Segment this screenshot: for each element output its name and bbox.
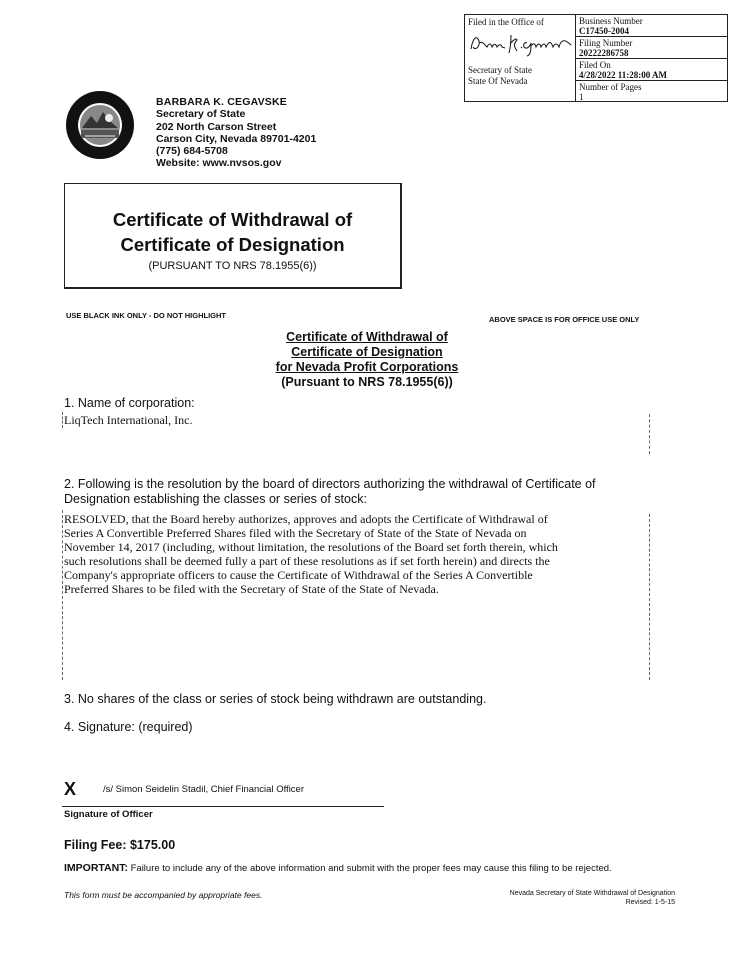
filed-on-label: Filed On (579, 60, 611, 70)
secretary-of-state-label: Secretary of State (468, 65, 532, 75)
important-label: IMPORTANT: (64, 862, 128, 874)
form-heading-line-2: Certificate of Designation (291, 345, 443, 359)
form-heading-line-4: (Pursuant to NRS 78.1955(6)) (281, 375, 453, 389)
important-text: Failure to include any of the above information and submit with the proper fees may cause this filing to be rejected. (130, 863, 612, 874)
resolution-line: Company's appropriate officers to cause the Certificate of Withdrawal of the Series A Convertible (64, 568, 533, 582)
signature-x-mark: X (64, 779, 77, 799)
filed-on-cell (576, 59, 727, 81)
secretary-header (156, 96, 316, 170)
resolution-line: Preferred Shares to be filed with the Secretary of State of the State of Nevada. (64, 582, 439, 596)
nevada-state-seal-icon (65, 90, 135, 160)
form-heading-line-1: Certificate of Withdrawal of (286, 330, 448, 344)
corporation-name-field[interactable]: LiqTech International, Inc. (64, 413, 193, 427)
business-number-label: Business Number (579, 16, 643, 26)
footer-revised: Revised: 1-5-15 (625, 899, 675, 906)
ink-instruction: USE BLACK INK ONLY - DO NOT HIGHLIGHT (66, 311, 227, 320)
filing-info-box (464, 14, 728, 102)
pages-label: Number of Pages (579, 82, 642, 92)
secretary-name: BARBARA K. CEGAVSKE (156, 96, 287, 108)
title-line-2: Certificate of Designation (120, 234, 345, 255)
resolution-line: November 14, 2017 (including, without limitation, the resolutions of the Board set forth therein, which (64, 540, 558, 554)
secretary-title: Secretary of State (156, 108, 246, 121)
officer-signature-field[interactable]: /s/ Simon Seidelin Stadil, Chief Financial Officer (103, 784, 304, 795)
filing-number-value: 20222286758 (579, 48, 629, 58)
resolution-line: Series A Convertible Preferred Shares filed with the Secretary of State of the State of Nevada on (64, 526, 527, 540)
office-use-note: ABOVE SPACE IS FOR OFFICE USE ONLY (489, 315, 640, 324)
resolution-border-right (649, 514, 650, 680)
signature-line (62, 806, 384, 807)
office-city: Carson City, Nevada 89701-4201 (156, 132, 317, 145)
filing-number-cell (576, 37, 727, 59)
pages-value: 1 (579, 92, 584, 102)
item-1-label: 1. Name of corporation: (64, 396, 195, 410)
secretary-signature-image (467, 29, 573, 57)
item-2-label-line-2: Designation establishing the classes or series of stock: (64, 492, 367, 506)
item-2-label-line-1: 2. Following is the resolution by the board of directors authorizing the withdrawal of Certificate of (64, 477, 596, 491)
office-phone: (775) 684-5708 (156, 145, 228, 158)
title-statute: (PURSUANT TO NRS 78.1955(6)) (148, 260, 317, 272)
office-street: 202 North Carson Street (156, 120, 277, 133)
resolution-line: RESOLVED, that the Board hereby authorizes, approves and adopts the Certificate of Withdrawal of (64, 512, 548, 526)
office-website: Website: www.nvsos.gov (156, 157, 282, 170)
footer-form-name: Nevada Secretary of State Withdrawal of Designation (509, 890, 675, 897)
resolution-border-left (62, 510, 63, 680)
item-3-label: 3. No shares of the class or series of stock being withdrawn are outstanding. (64, 692, 487, 706)
item-4-label: 4. Signature: (required) (64, 720, 193, 734)
form-title-box (64, 183, 402, 289)
business-number-value: C17450-2004 (579, 26, 629, 36)
business-number-cell (576, 15, 727, 37)
filing-office-column (465, 15, 576, 101)
pages-cell (576, 81, 727, 101)
filed-on-value: 4/28/2022 11:28:00 AM (579, 70, 667, 80)
signature-of-officer-label: Signature of Officer (64, 809, 153, 820)
filed-in-label: Filed in the Office of (468, 17, 544, 27)
filing-details-column (576, 15, 727, 101)
filing-number-label: Filing Number (579, 38, 633, 48)
important-notice (64, 862, 612, 874)
footer-fee-note: This form must be accompanied by appropriate fees. (64, 890, 263, 900)
field-border-left (62, 412, 63, 428)
field-border-right (649, 414, 650, 454)
title-line-1: Certificate of Withdrawal of (112, 209, 353, 230)
filing-fee: Filing Fee: $175.00 (64, 838, 176, 852)
state-of-nevada-label: State Of Nevada (468, 76, 528, 86)
resolution-line: such resolutions shall be deemed fully a part of these resolutions as if set forth herein) and directs the (64, 554, 550, 568)
form-heading-line-3: for Nevada Profit Corporations (275, 360, 459, 374)
